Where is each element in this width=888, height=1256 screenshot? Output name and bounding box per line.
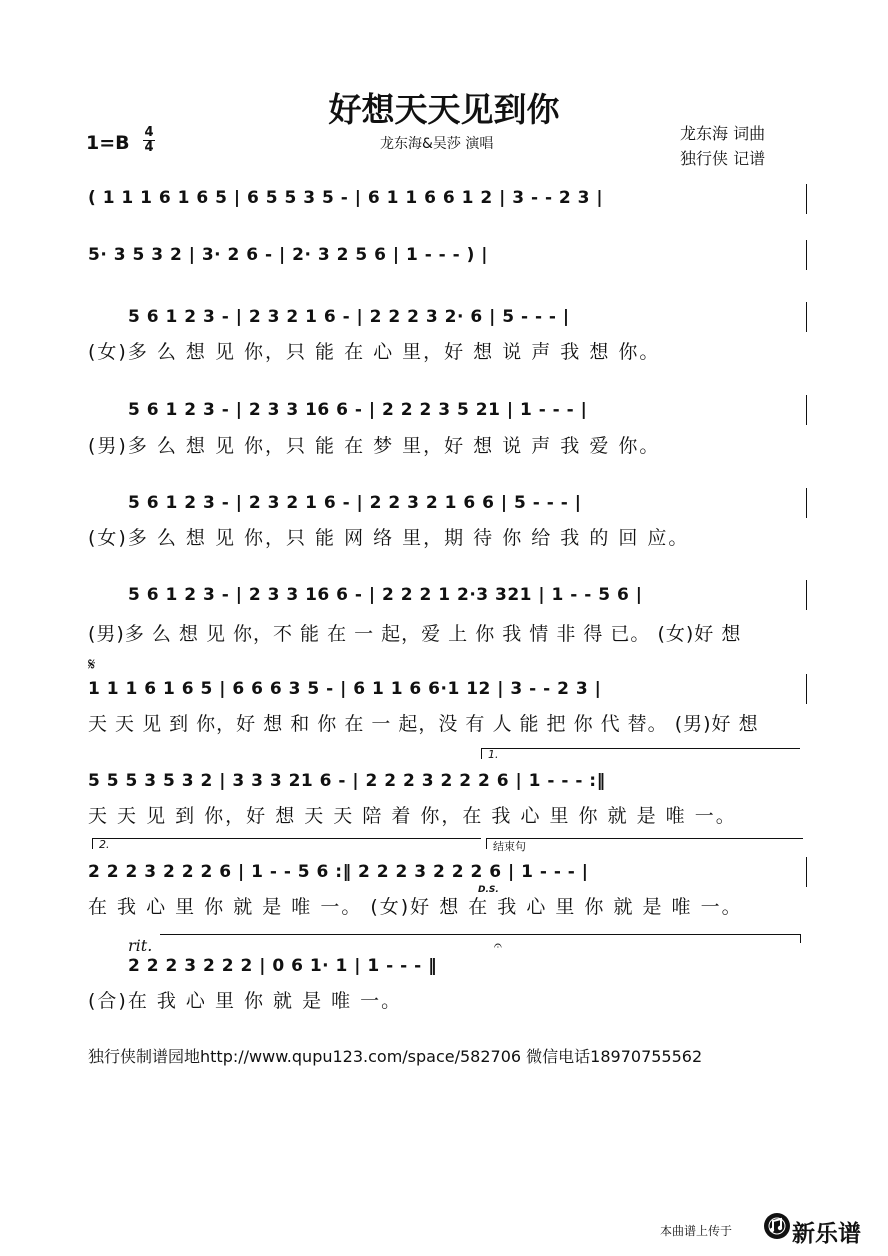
coda-bracket [486, 838, 803, 853]
score-line-9-lyrics: 在 我 心 里 你 就 是 唯 一。 (女)好 想 在 我 心 里 你 就 是 唯 一。 [88, 896, 743, 918]
volta-2-label: 2. [99, 838, 110, 851]
page-title: 好想天天见到你 [328, 90, 560, 129]
barline-right-1 [806, 184, 807, 214]
score-line-7-notes: 1 1 1 6 1 6 5 | 6 6 6 3 5 - | 6 1 1 6 6·1 12 | 3 - - 2 3 | [88, 679, 602, 699]
score-line-6-lyrics: (男)多 么 想 见 你，不 能 在 一 起，爱 上 你 我 情 非 得 已。 (女)好 想 [88, 623, 742, 645]
barline-right-8 [806, 857, 807, 887]
volta-1-label: 1. [488, 748, 499, 761]
score-line-4-lyrics: (男)多 么 想 见 你，只 能 在 梦 里，好 想 说 声 我 爱 你。 [88, 435, 661, 457]
ds-marking: D.S. [478, 885, 499, 895]
lyricist-composer: 龙东海 词曲 [680, 124, 766, 143]
score-line-8-notes: 5 5 5 3 5 3 2 | 3 3 3 21 6 - | 2 2 2 3 2 2 2 6 | 1 - - - :‖ [88, 771, 606, 791]
score-line-3-notes: 5 6 1 2 3 - | 2 3 2 1 6 - | 2 2 2 3 2· 6 | 5 - - - | [128, 307, 570, 327]
score-line-1-notes: ( 1 1 1 6 1 6 5 | 6 5 5 3 5 - | 6 1 1 6 6 1 2 | 3 - - 2 3 | [88, 188, 604, 208]
volta-2-bracket [92, 838, 481, 849]
fermata-sign: 𝄐 [494, 938, 502, 954]
score-line-5-notes: 5 6 1 2 3 - | 2 3 2 1 6 - | 2 2 3 2 1 6 6 | 5 - - - | [128, 493, 582, 513]
score-line-10-lyrics: (合)在 我 心 里 你 就 是 唯 一。 [88, 990, 403, 1012]
rit-line [160, 934, 801, 943]
score-line-8-lyrics: 天 天 见 到 你，好 想 天 天 陪 着 你，在 我 心 里 你 就 是 唯 一。 [88, 805, 737, 827]
performers: 龙东海&吴莎 演唱 [380, 136, 494, 152]
time-signature [143, 126, 155, 155]
time-signature-bottom: 4 [144, 140, 154, 155]
score-line-3-lyrics: (女)多 么 想 见 你，只 能 在 心 里，好 想 说 声 我 想 你。 [88, 341, 661, 363]
barline-right-6 [806, 580, 807, 610]
rit-marking: rit. [128, 936, 153, 955]
score-line-5-lyrics: (女)多 么 想 见 你，只 能 网 络 里，期 待 你 给 我 的 回 应。 [88, 527, 690, 549]
score-line-7-lyrics: 天 天 见 到 你，好 想 和 你 在 一 起，没 有 人 能 把 你 代 替。 (男)好 想 [88, 713, 759, 735]
barline-right-5 [806, 488, 807, 518]
score-line-4-notes: 5 6 1 2 3 - | 2 3 3 16 6 - | 2 2 2 3 5 21 | 1 - - - | [128, 400, 588, 420]
transcriber: 独行侠 记谱 [680, 149, 766, 168]
coda-label: 结束句 [493, 840, 526, 853]
logo-icon [763, 1212, 791, 1244]
barline-right-4 [806, 395, 807, 425]
uploaded-text: 本曲谱上传于 [660, 1224, 733, 1238]
score-line-2-notes: 5· 3 5 3 2 | 3· 2 6 - | 2· 3 2 5 6 | 1 - - - ) | [88, 245, 489, 265]
key-signature: 1=B [86, 132, 130, 154]
score-line-6-notes: 5 6 1 2 3 - | 2 3 3 16 6 - | 2 2 2 1 2·3 321 | 1 - - 5 6 | [128, 585, 643, 605]
score-line-9-notes: 2 2 2 3 2 2 2 6 | 1 - - 5 6 :‖ 2 2 2 3 2 2 2 6 | 1 - - - | [88, 862, 589, 882]
barline-right-7 [806, 674, 807, 704]
barline-right-3 [806, 302, 807, 332]
time-signature-top: 4 [144, 125, 154, 140]
footer-site-text: 独行侠制谱园地http://www.qupu123.com/space/582706 微信电话18970755562 [88, 1047, 703, 1066]
volta-1-bracket [481, 748, 800, 759]
segno-sign: 𝄋 [88, 655, 96, 675]
score-line-10-notes: 2 2 2 3 2 2 2 | 0 6 1· 1 | 1 - - - ‖ [128, 956, 438, 976]
logo-text: 新乐谱 [792, 1221, 861, 1247]
barline-right-2 [806, 240, 807, 270]
